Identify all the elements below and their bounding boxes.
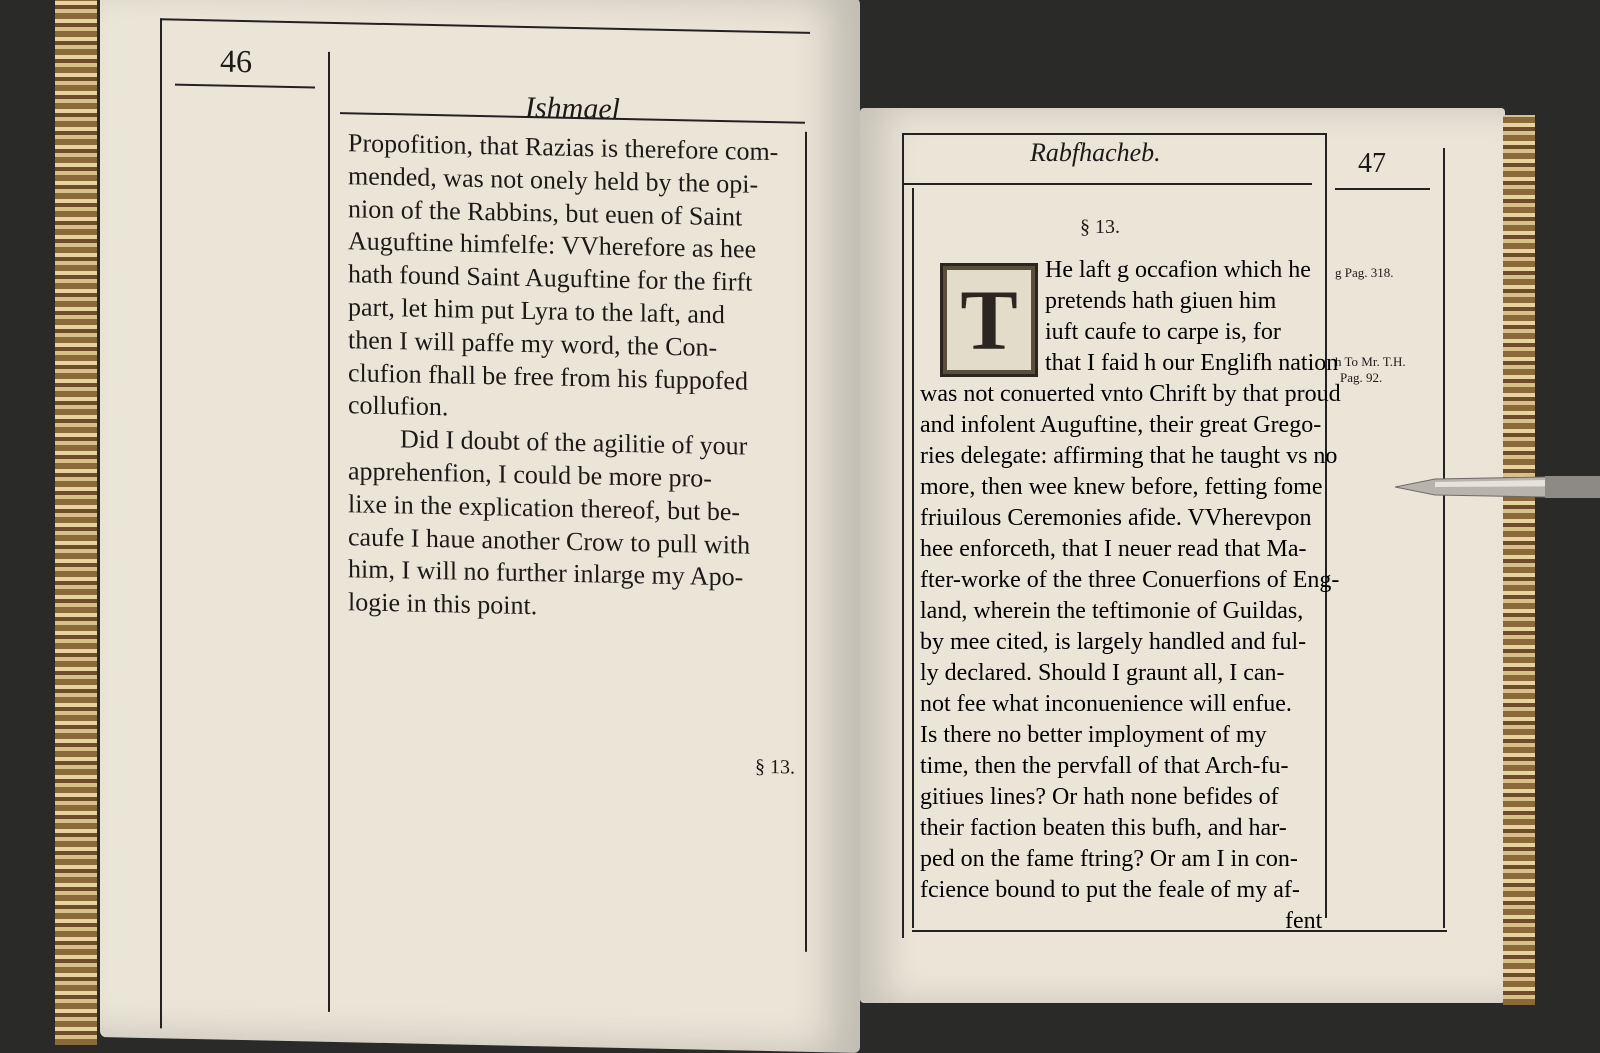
text-line: by mee cited, is largely handled and ful- <box>920 629 1307 655</box>
right-text-rule <box>912 188 914 928</box>
left-top-rule <box>160 18 810 34</box>
text-line: clufion fhall be free from his fuppofed <box>348 357 748 396</box>
text-line: ries delegate: affirming that he taught vs no <box>920 443 1338 469</box>
text-line: ped on the fame ftring? Or am I in con- <box>920 846 1298 872</box>
text-line: was not conuerted vnto Chrift by that proud <box>920 381 1341 407</box>
text-line: He laft g occafion which he <box>1045 257 1311 283</box>
text-line: Auguftine himfelfe: VVherefore as hee <box>348 226 757 265</box>
text-line: lixe in the explication thereof, but be- <box>348 489 741 527</box>
book-edge-left <box>55 0 97 1045</box>
right-outer-rule <box>1443 148 1445 928</box>
text-line: Propofition, that Razias is therefore com- <box>348 128 779 167</box>
text-line: Did I doubt of the agilitie of your <box>400 424 748 461</box>
text-line: gitiues lines? Or hath none befides of <box>920 784 1279 810</box>
text-line: hath found Saint Auguftine for the firft <box>348 259 753 297</box>
catchword: § 13. <box>755 755 795 779</box>
left-page <box>100 0 860 1053</box>
running-head: Ishmael <box>525 90 620 126</box>
text-line: that I faid h our Englifh nation <box>1045 350 1339 376</box>
right-outer-rule-left <box>902 133 904 938</box>
right-top-rule <box>902 133 1327 135</box>
text-line: Is there no better imployment of my <box>920 722 1267 748</box>
text-line: friuilous Ceremonies afide. VVherevpon <box>920 505 1312 531</box>
text-line: ly declared. Should I graunt all, I can- <box>920 660 1285 686</box>
right-body-text-indented <box>1045 255 1338 379</box>
text-line: more, then wee knew before, fetting fome <box>920 474 1323 500</box>
text-line: time, then the pervfall of that Arch-fu- <box>920 753 1289 779</box>
text-line: fcience bound to put the feale of my af- <box>920 877 1300 903</box>
text-line: logie in this point. <box>348 587 538 621</box>
text-line: fent <box>1285 908 1323 934</box>
section-mark: § 13. <box>1080 216 1120 238</box>
text-line: pretends hath giuen him <box>1045 288 1277 314</box>
text-line: caufe I haue another Crow to pull with <box>348 521 751 560</box>
left-pgnum-rule <box>175 84 315 89</box>
text-line: their faction beaten this bufh, and har- <box>920 815 1287 841</box>
text-line: then I will paffe my word, the Con- <box>348 325 718 362</box>
text-line: apprehenfion, I could be more pro- <box>348 456 712 493</box>
text-line: land, wherein the teftimonie of Guildas, <box>920 598 1304 624</box>
text-line: and infolent Auguftine, their great Grego- <box>920 412 1322 438</box>
decorated-initial: T <box>940 263 1038 377</box>
right-pgnum-rule <box>1335 188 1430 190</box>
margin-note: g Pag. 318. <box>1335 265 1394 280</box>
margin-note: h To Mr. T.H. <box>1335 354 1406 369</box>
page-number: 47 <box>1358 148 1386 179</box>
text-line: nion of the Rabbins, but euen of Saint <box>348 193 743 232</box>
left-body-text <box>348 127 778 628</box>
right-head-rule <box>902 183 1312 185</box>
text-line: not fee what inconuenience will enfue. <box>920 691 1292 717</box>
page-pointer-tool <box>1395 476 1600 498</box>
running-head: Rabfhacheb. <box>1030 138 1161 167</box>
text-line: him, I will no further inlarge my Apo- <box>348 554 744 592</box>
right-body-text <box>920 379 1341 937</box>
text-line: iuft caufe to carpe is, for <box>1045 319 1281 345</box>
book-edge-right <box>1503 115 1535 1005</box>
text-line: fter-worke of the three Conuerfions of Eng- <box>920 567 1340 593</box>
text-line: part, let him put Lyra to the laft, and <box>348 292 725 330</box>
margin-note: Pag. 92. <box>1340 370 1383 385</box>
left-inner-rule <box>805 132 807 952</box>
text-line: collufion. <box>348 390 449 422</box>
left-outer-rule <box>160 18 162 1028</box>
left-margin-rule <box>328 52 330 1012</box>
text-line: hee enforceth, that I neuer read that Ma- <box>920 536 1307 562</box>
page-number: 46 <box>220 42 252 80</box>
text-line: mended, was not onely held by the opi- <box>348 161 759 199</box>
